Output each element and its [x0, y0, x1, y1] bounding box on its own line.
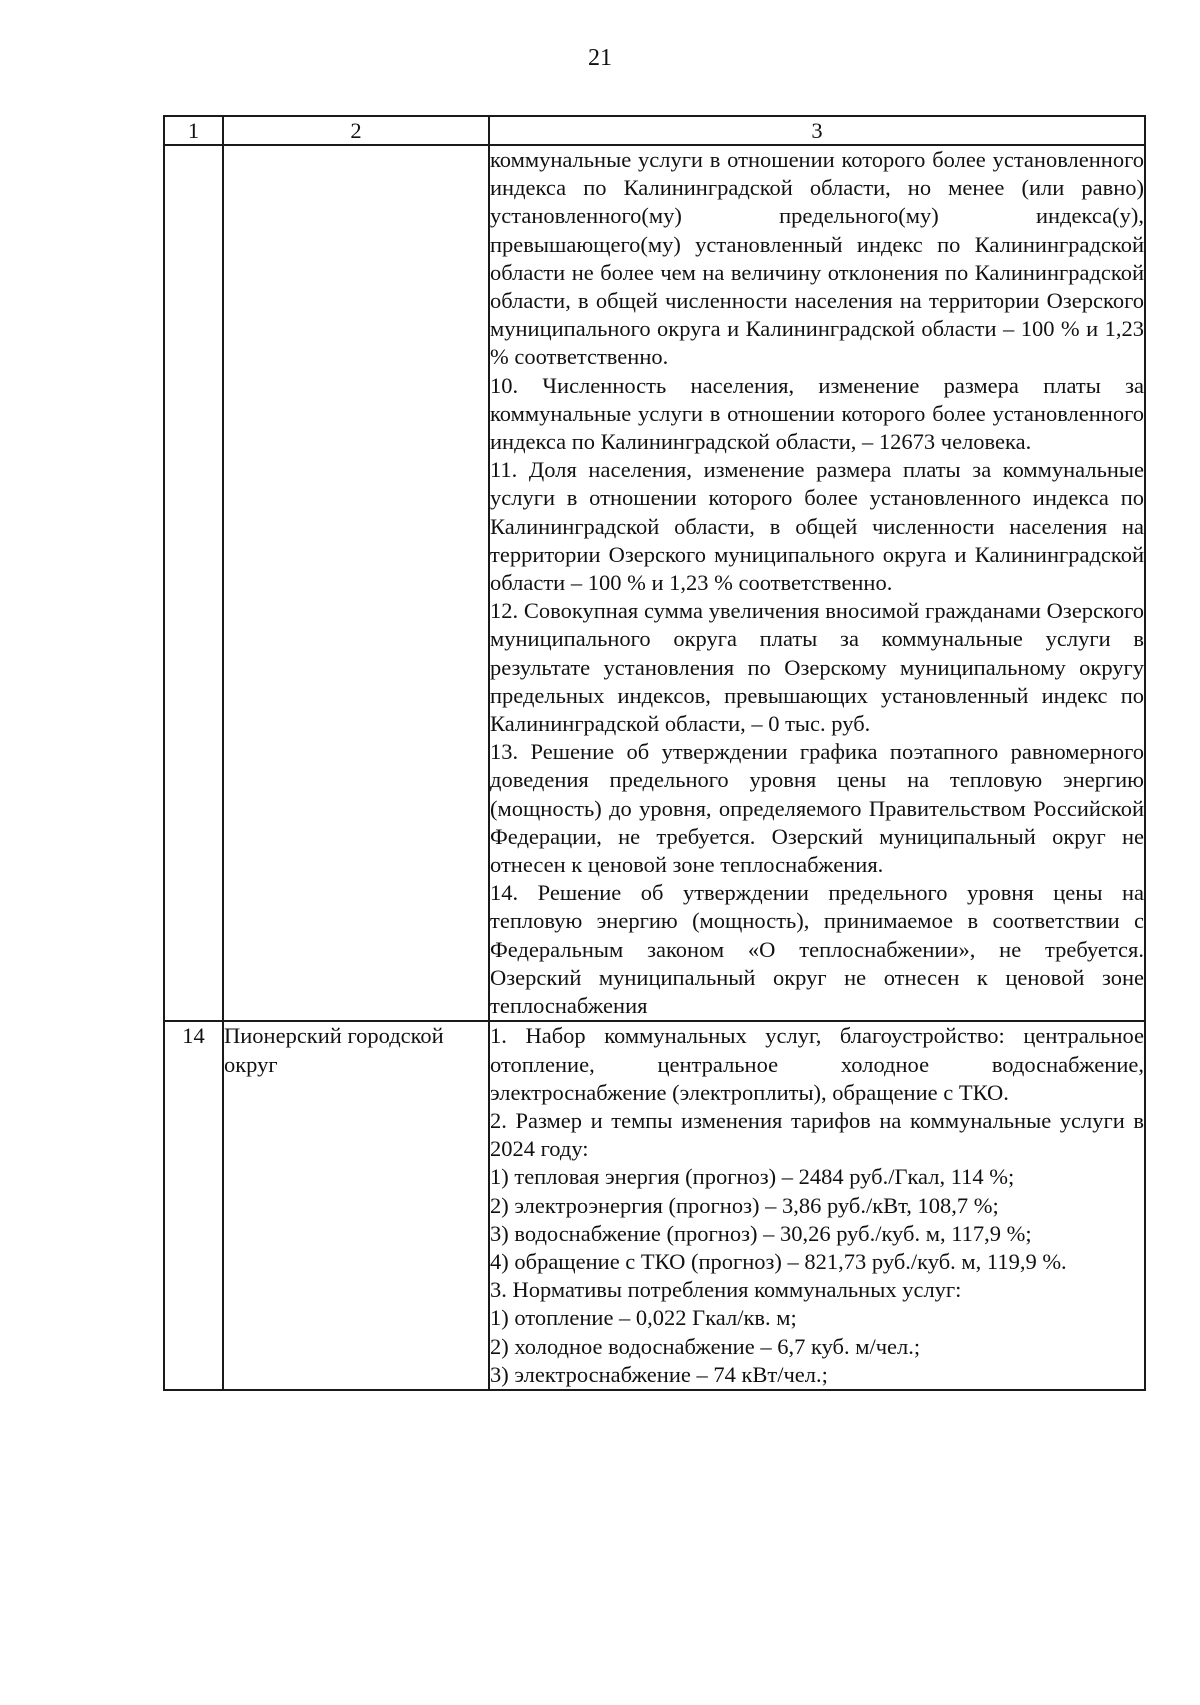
row-content: [489, 1021, 1145, 1390]
content-paragraph: 2. Размер и темпы изменения тарифов на коммунальные услуги в 2024 году:: [490, 1107, 1144, 1162]
content-paragraph: 1. Набор коммунальных услуг, благоустройство: центральное отопление, центральное холодное водоснабжение, электроснабжение (электроплиты), обращение с ТКО.: [490, 1023, 1144, 1105]
table-row: [164, 145, 1145, 1021]
content-paragraph: 2) холодное водоснабжение – 6,7 куб. м/чел.;: [490, 1333, 921, 1359]
table-header-row: [164, 116, 1145, 145]
content-paragraph: 2) электроэнергия (прогноз) – 3,86 руб./кВт, 108,7 %;: [490, 1192, 999, 1218]
content-paragraph: 11. Доля населения, изменение размера платы за коммунальные услуги в отношении которого более установленного индекса по Калининградской области, в общей численности населения на территории Озерского муниципального округа и Калининградской области – 100 % и 1,23 % соответственно.: [490, 457, 1144, 596]
table-row: [164, 1021, 1145, 1390]
content-paragraph: 3) водоснабжение (прогноз) – 30,26 руб./куб. м, 117,9 %;: [490, 1220, 1032, 1246]
column-header-1: 1: [164, 116, 223, 145]
content-paragraph: 3. Нормативы потребления коммунальных услуг:: [490, 1277, 962, 1303]
document-table: [163, 115, 1146, 1391]
column-header-2: 2: [223, 116, 489, 145]
content-paragraph: 13. Решение об утверждении графика поэтапного равномерного доведения предельного уровня цены на тепловую энергию (мощность) до уровня, определяемого Правительством Российской Федерации, не требуется. Озерский муниципальный округ не отнесен к ценовой зоне теплоснабжения.: [490, 739, 1144, 878]
content-paragraph: 1) отопление – 0,022 Гкал/кв. м;: [490, 1305, 797, 1331]
row-number: [164, 145, 223, 1021]
content-paragraph: 1) тепловая энергия (прогноз) – 2484 руб./Гкал, 114 %;: [490, 1164, 1015, 1190]
page-number: 21: [588, 45, 612, 71]
row-municipality-name: [223, 145, 489, 1021]
row-content: [489, 145, 1145, 1021]
content-paragraph: 3) электроснабжение – 74 кВт/чел.;: [490, 1361, 828, 1387]
content-paragraph: 4) обращение с ТКО (прогноз) – 821,73 руб./куб. м, 119,9 %.: [490, 1248, 1067, 1274]
row-municipality-name: Пионерский городской округ: [223, 1021, 489, 1390]
content-paragraph: 10. Численность населения, изменение размера платы за коммунальные услуги в отношении которого более установленного индекса по Калининградской области, – 12673 человека.: [490, 372, 1144, 455]
content-paragraph: 12. Совокупная сумма увеличения вносимой гражданами Озерского муниципального округа платы за коммунальные услуги в результате установления по Озерскому муниципальному округу предельных индексов, превышающих установленный индекс по Калининградской области, – 0 тыс. руб.: [490, 598, 1144, 737]
content-paragraph: коммунальные услуги в отношении которого более установленного индекса по Калининградской области, но менее (или равно) установленного(му) предельного(му) индекса(у), превышающего(му) установленный индекс по Калининградской области не более чем на величину отклонения по Калининградской области, в общей численности населения на территории Озерского муниципального округа и Калининградской области – 100 % и 1,23 % соответственно.: [490, 147, 1144, 370]
column-header-3: 3: [489, 116, 1145, 145]
content-paragraph: 14. Решение об утверждении предельного уровня цены на тепловую энергию (мощность), принимаемое в соответствии с Федеральным законом «О теплоснабжении», не требуется. Озерский муниципальный округ не отнесен к ценовой зоне теплоснабжения: [490, 880, 1144, 1019]
row-number: 14: [164, 1021, 223, 1390]
